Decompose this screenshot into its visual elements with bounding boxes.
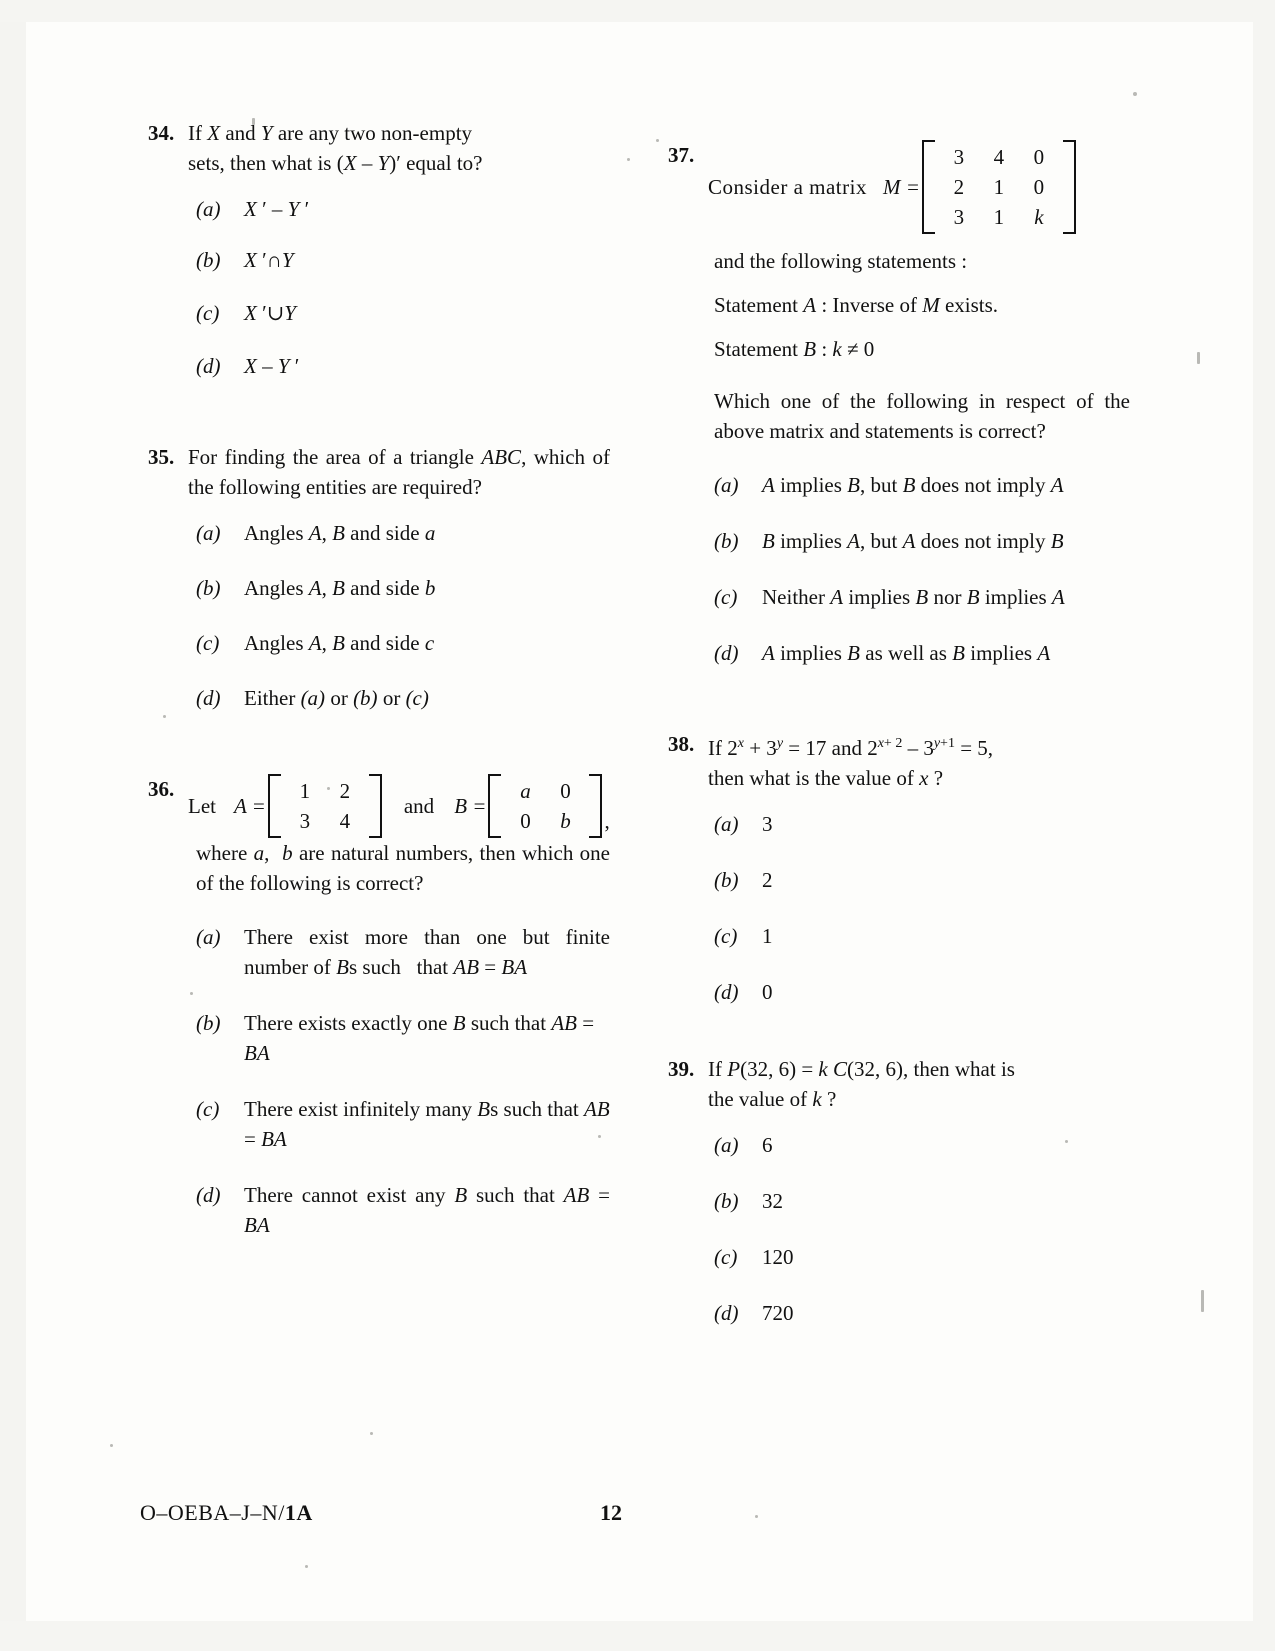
question-37-matrix-line (708, 140, 1130, 234)
bracket-left (488, 774, 501, 838)
option-label: (c) (196, 1097, 220, 1121)
option-text: X ′∩Y (244, 248, 294, 272)
option-text: 720 (762, 1301, 794, 1325)
matrix-b-suffix: , (604, 809, 610, 833)
option-item[interactable] (196, 1008, 610, 1068)
bracket-left (922, 140, 935, 234)
option-item[interactable] (714, 1186, 1130, 1216)
question-35-stem (140, 442, 610, 502)
matrix-cell: 0 (1033, 145, 1045, 169)
option-item[interactable] (196, 628, 610, 658)
bracket-right (589, 774, 602, 838)
option-text: 3 (762, 812, 773, 836)
question-39-number: 39. (668, 1057, 695, 1081)
question-34-number: 34. (148, 121, 175, 145)
option-label: (d) (196, 1183, 221, 1207)
option-text: X ′ – Y ′ (244, 197, 310, 221)
question-36-stem-prefix: Let (188, 794, 216, 818)
page-footer (140, 1500, 1140, 1526)
matrix-cell: 4 (993, 145, 1005, 169)
option-label: (c) (714, 924, 738, 948)
paper-code-variant: 1A (284, 1500, 313, 1525)
question-34-text: If X and Y are any two non-empty sets, then what is (X – Y)′ equal to? (188, 121, 483, 175)
question-gap (140, 402, 610, 442)
option-item[interactable] (714, 1130, 1130, 1160)
bracket-right (369, 774, 382, 838)
matrix-cell: 1 (299, 779, 311, 803)
option-item[interactable] (196, 922, 610, 982)
question-37-options (660, 470, 1130, 668)
question-37-statement-b: Statement B : k ≠ 0 (714, 337, 875, 361)
option-text: There exist more than one but finite number of Bs such that AB = BA (244, 925, 610, 979)
option-item[interactable] (196, 194, 610, 224)
paper-code-prefix: O–OEBA–J–N/ (140, 1500, 285, 1525)
matrix-cell: 2 (953, 175, 965, 199)
matrix-b-label: B = (454, 794, 487, 818)
matrix-cell: 1 (993, 205, 1005, 229)
option-text: 1 (762, 924, 773, 948)
matrix-cell: 3 (299, 809, 311, 833)
question-34-stem (140, 118, 610, 178)
option-text: Angles A, B and side c (244, 631, 435, 655)
option-item[interactable] (714, 582, 1130, 612)
option-label: (b) (196, 1011, 221, 1035)
question-34 (140, 118, 610, 381)
option-label: (d) (714, 1301, 739, 1325)
question-35-number: 35. (148, 445, 175, 469)
scan-edge-bottom (0, 1621, 1275, 1651)
option-text: 6 (762, 1133, 773, 1157)
question-36-number: 36. (148, 777, 175, 801)
option-text: A implies B, but B does not imply A (762, 473, 1064, 497)
matrix-cell: 0 (1033, 175, 1045, 199)
option-item[interactable] (196, 351, 610, 381)
option-label: (b) (714, 529, 739, 553)
option-text: X ′∪Y (244, 301, 296, 325)
right-column (660, 140, 1130, 1349)
option-label: (c) (714, 1245, 738, 1269)
option-text: There exist infinitely many Bs such that AB = BA (244, 1097, 610, 1151)
option-text: X – Y ′ (244, 354, 300, 378)
question-37-stem (660, 140, 1130, 446)
option-item[interactable] (196, 1180, 610, 1240)
option-label: (d) (196, 686, 221, 710)
question-gap (660, 689, 1130, 729)
question-36-stem (140, 774, 610, 898)
option-item[interactable] (714, 921, 1130, 951)
scan-speck (305, 1565, 308, 1568)
question-38 (660, 729, 1130, 1007)
option-item[interactable] (196, 1094, 610, 1154)
matrix-cell: 3 (953, 145, 965, 169)
question-gap (140, 734, 610, 774)
question-36-text-rest: where a, b are natural numbers, then which one of the following is correct? (196, 841, 610, 895)
option-text: Either (a) or (b) or (c) (244, 686, 429, 710)
option-label: (b) (714, 1189, 739, 1213)
option-text: A implies B as well as B implies A (762, 641, 1051, 665)
option-item[interactable] (714, 977, 1130, 1007)
matrix-cell: b (560, 809, 571, 833)
page-number: 12 (600, 1500, 622, 1525)
option-text: Angles A, B and side a (244, 521, 436, 545)
option-label: (c) (196, 631, 220, 655)
question-37-statement-a: Statement A : Inverse of M exists. (714, 293, 999, 317)
option-item[interactable] (714, 470, 1130, 500)
question-37-number: 37. (668, 143, 695, 167)
bracket-right (1063, 140, 1076, 234)
option-item[interactable] (196, 683, 610, 713)
option-text: B implies A, but A does not imply B (762, 529, 1064, 553)
option-text: 0 (762, 980, 773, 1004)
option-item[interactable] (714, 809, 1130, 839)
option-item[interactable] (714, 526, 1130, 556)
question-37-line-after-matrix: and the following statements : (714, 249, 968, 273)
option-item[interactable] (196, 573, 610, 603)
question-35-text: For finding the area of a triangle ABC, which of the following entities are required? (188, 445, 610, 499)
question-38-options (660, 809, 1130, 1007)
question-37-stem-prefix: Consider a matrix (708, 175, 867, 199)
option-text: Neither A implies B nor B implies A (762, 585, 1065, 609)
option-label: (a) (714, 1133, 739, 1157)
question-35 (140, 442, 610, 713)
option-label: (a) (714, 473, 739, 497)
option-text: There exists exactly one B such that AB = BA (244, 1011, 595, 1065)
matrix-cell: 1 (993, 175, 1005, 199)
matrix-cell: a (520, 779, 531, 803)
option-text: Angles A, B and side b (244, 576, 436, 600)
option-label: (d) (714, 641, 739, 665)
option-item[interactable] (714, 1298, 1130, 1328)
question-38-stem (660, 729, 1130, 793)
matrix-cell: 4 (339, 809, 351, 833)
option-item[interactable] (714, 638, 1130, 668)
matrix-m-label: M = (882, 175, 920, 199)
question-39 (660, 1054, 1130, 1328)
option-label: (a) (196, 925, 221, 949)
paper-code (140, 1500, 313, 1526)
matrix-cell: 0 (560, 779, 571, 803)
matrix-cell: 0 (520, 809, 531, 833)
option-label: (d) (714, 980, 739, 1004)
matrix-cell: k (1034, 205, 1044, 229)
option-item[interactable] (714, 865, 1130, 895)
option-text: There cannot exist any B such that AB = BA (244, 1183, 611, 1237)
question-37 (660, 140, 1130, 668)
matrix-cell: 2 (339, 779, 351, 803)
option-text: 32 (762, 1189, 783, 1213)
option-label: (a) (714, 812, 739, 836)
left-column (140, 118, 610, 1261)
question-38-number: 38. (668, 732, 695, 756)
option-text: 2 (762, 868, 773, 892)
option-item[interactable] (196, 245, 610, 275)
matrix-m (922, 140, 1076, 234)
option-label: (b) (196, 576, 221, 600)
option-label: (c) (714, 585, 738, 609)
matrix-b (488, 774, 602, 838)
question-39-options (660, 1130, 1130, 1328)
question-37-text-rest: Which one of the following in respect of the above matrix and statements is correct? (714, 389, 1130, 443)
question-39-stem (660, 1054, 1130, 1114)
question-gap (660, 1028, 1130, 1054)
option-label: (d) (196, 354, 221, 378)
question-35-options (140, 518, 610, 713)
matrix-a (268, 774, 382, 838)
option-label: (b) (196, 248, 221, 272)
matrix-a-label: A = (233, 794, 266, 818)
question-36-options (140, 922, 610, 1240)
question-34-options (140, 194, 610, 381)
option-label: (a) (196, 521, 221, 545)
option-label: (a) (196, 197, 221, 221)
option-item[interactable] (714, 1242, 1130, 1272)
option-label: (c) (196, 301, 220, 325)
question-36-conjunction: and (403, 794, 435, 818)
question-38-text: If $2^x + 3^y = 17$ and $2^{x+ 2} - 3^{y+1} = 5$, then what is the value of x ? (708, 736, 994, 790)
matrix-cell: 3 (953, 205, 965, 229)
question-39-text: If P(32, 6) = k C(32, 6), then what is the value of k ? (708, 1057, 1015, 1111)
bracket-left (268, 774, 281, 838)
option-item[interactable] (196, 298, 610, 328)
question-36 (140, 774, 610, 1240)
option-text: 120 (762, 1245, 794, 1269)
option-item[interactable] (196, 518, 610, 548)
question-36-matrix-line (188, 774, 610, 838)
option-label: (b) (714, 868, 739, 892)
